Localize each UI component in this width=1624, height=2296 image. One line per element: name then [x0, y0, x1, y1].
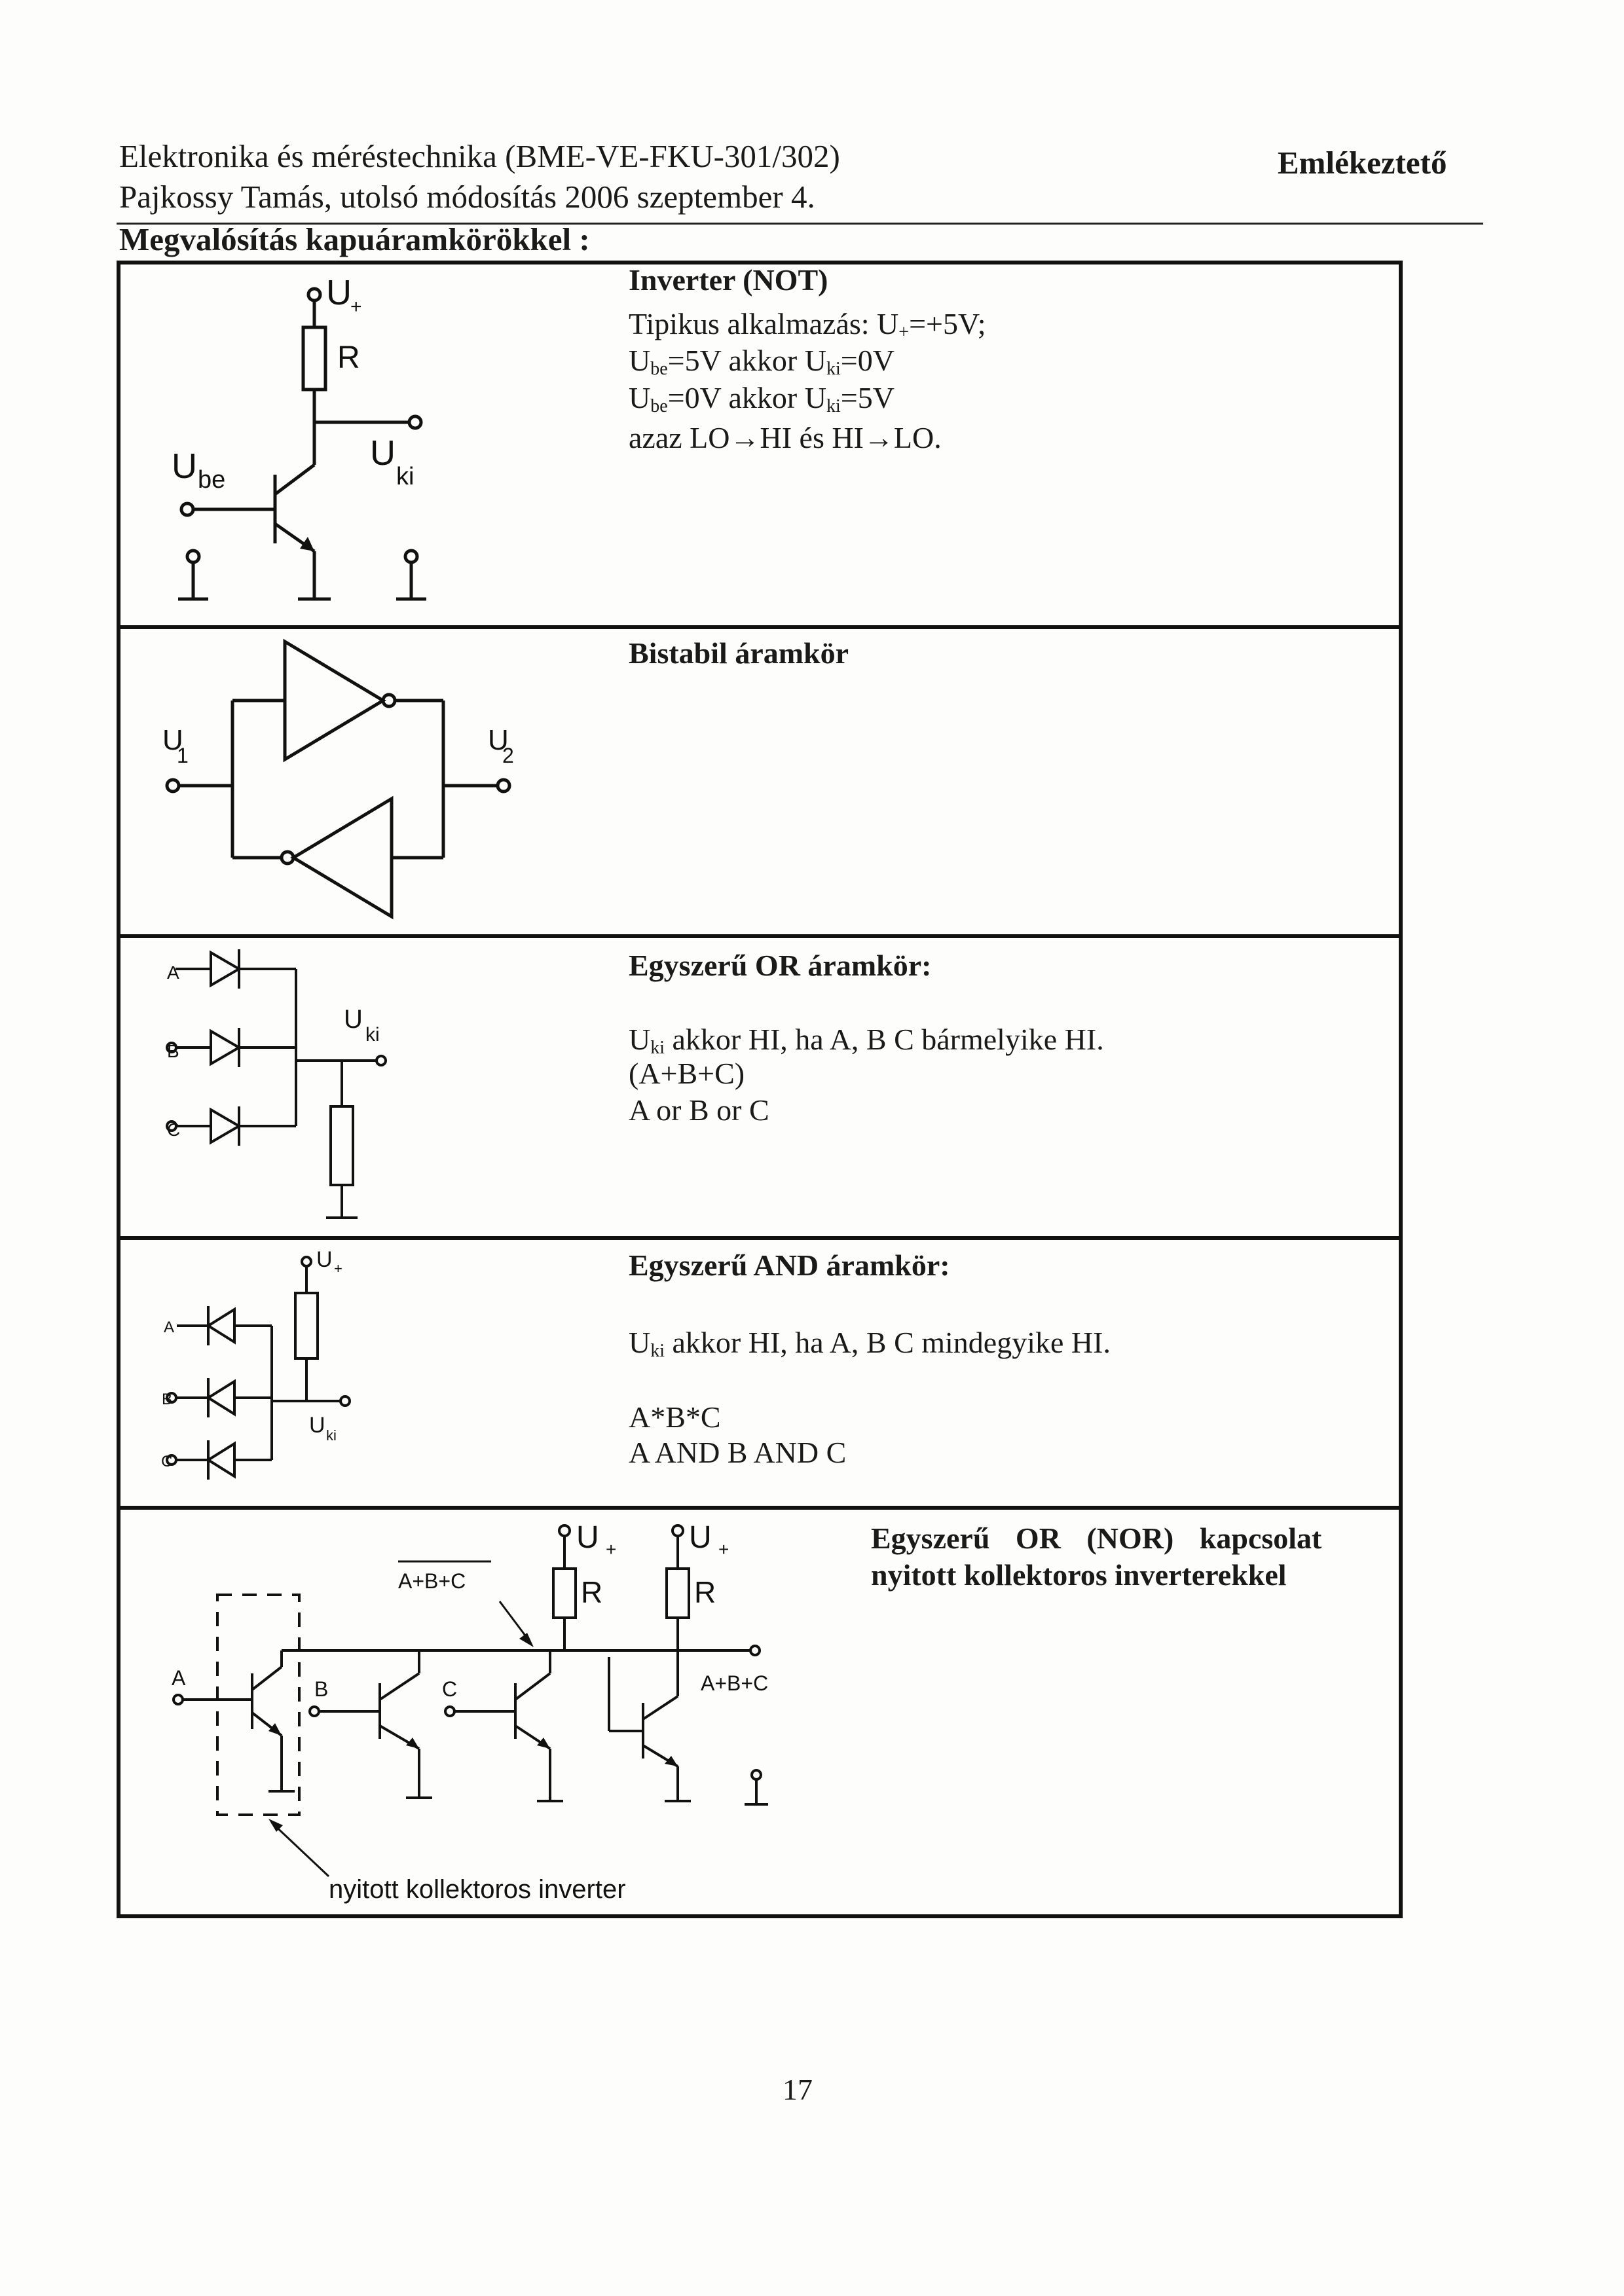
author-line: Pajkossy Tamás, utolsó módosítás 2006 szeptember 4. — [119, 179, 815, 215]
nor-diagram — [157, 1510, 838, 1916]
svg-text:+: + — [606, 1539, 617, 1559]
svg-text:B: B — [314, 1677, 329, 1701]
svg-text:B: B — [167, 1041, 179, 1061]
inverter-line-4: azaz LO→HI és HI→LO. — [629, 421, 942, 454]
svg-text:+: + — [350, 296, 362, 318]
svg-text:A: A — [172, 1666, 186, 1690]
svg-text:+: + — [718, 1539, 729, 1559]
and-line-1: $U_{ki}$ akkor HI, ha A, B C mindegyike HI. — [629, 1326, 1111, 1361]
and-title: Egyszerű AND áramkör: — [629, 1248, 950, 1282]
or-line-3: A or B or C — [629, 1093, 769, 1127]
inverter-line-3: $U_{be}=0V$ akkor $U_{ki}=5V$ — [629, 381, 895, 416]
svg-text:C: C — [167, 1120, 181, 1140]
svg-text:R: R — [581, 1575, 603, 1609]
svg-text:C: C — [442, 1677, 458, 1701]
section-title: Megvalósítás kapuáramkörökkel : — [119, 221, 590, 257]
svg-text:R: R — [694, 1575, 716, 1609]
and-line-2: A*B*C — [629, 1400, 721, 1434]
page-right-label: Emlékeztető — [1278, 145, 1447, 181]
svg-text:A: A — [164, 1319, 175, 1336]
svg-text:U: U — [172, 446, 197, 486]
svg-text:A: A — [167, 962, 179, 983]
svg-text:U: U — [689, 1520, 712, 1555]
svg-text:U: U — [576, 1520, 599, 1555]
course-line: Elektronika és méréstechnika (BME-VE-FKU-301/302) — [119, 138, 840, 174]
svg-text:U: U — [488, 724, 509, 756]
inverter-line-1: Tipikus alkalmazás: $U_+=+5V$; — [629, 307, 986, 342]
svg-text:ki: ki — [365, 1024, 380, 1046]
svg-text:+: + — [334, 1260, 342, 1277]
inverter-diagram — [151, 268, 478, 609]
svg-text:U: U — [344, 1005, 363, 1034]
nor-title-line-1: Egyszerű OR (NOR) kapcsolat — [871, 1522, 1322, 1555]
and-line-3: A AND B AND C — [629, 1436, 847, 1469]
svg-text:ki: ki — [326, 1427, 337, 1444]
svg-text:A+B+C: A+B+C — [398, 1569, 466, 1593]
row-separator — [117, 1236, 1403, 1240]
inverter-line-2: $U_{be}=5V$ akkor $U_{ki}=0V$ — [629, 344, 895, 379]
nor-title-line-2: nyitott kollektoros inverterekkel — [871, 1558, 1287, 1592]
svg-text:ki: ki — [396, 463, 415, 490]
svg-text:U: U — [162, 724, 183, 756]
or-diagram — [157, 943, 452, 1231]
svg-text:nyitott kollektoros inverter: nyitott kollektoros inverter — [329, 1875, 626, 1904]
svg-text:A+B+C: A+B+C — [701, 1671, 769, 1695]
bistable-diagram — [157, 629, 550, 930]
or-line-1: $U_{ki}$ akkor HI, ha A, B C bármelyike HI. — [629, 1023, 1104, 1058]
svg-text:U: U — [370, 433, 396, 473]
or-line-2: (A+B+C) — [629, 1057, 745, 1090]
svg-text:U: U — [309, 1413, 325, 1438]
svg-text:1: 1 — [177, 744, 189, 767]
row-separator — [117, 934, 1403, 938]
page-number: 17 — [783, 2073, 813, 2106]
svg-text:U: U — [316, 1247, 333, 1272]
svg-text:B: B — [162, 1391, 173, 1408]
bistable-title: Bistabil áramkör — [629, 636, 849, 670]
svg-text:C: C — [161, 1453, 173, 1470]
and-diagram — [157, 1241, 432, 1503]
svg-text:R: R — [337, 340, 360, 375]
svg-text:2: 2 — [502, 744, 514, 767]
inverter-title: Inverter (NOT) — [629, 263, 828, 297]
svg-text:U: U — [326, 273, 352, 312]
or-title: Egyszerű OR áramkör: — [629, 949, 932, 982]
svg-text:be: be — [198, 466, 226, 494]
